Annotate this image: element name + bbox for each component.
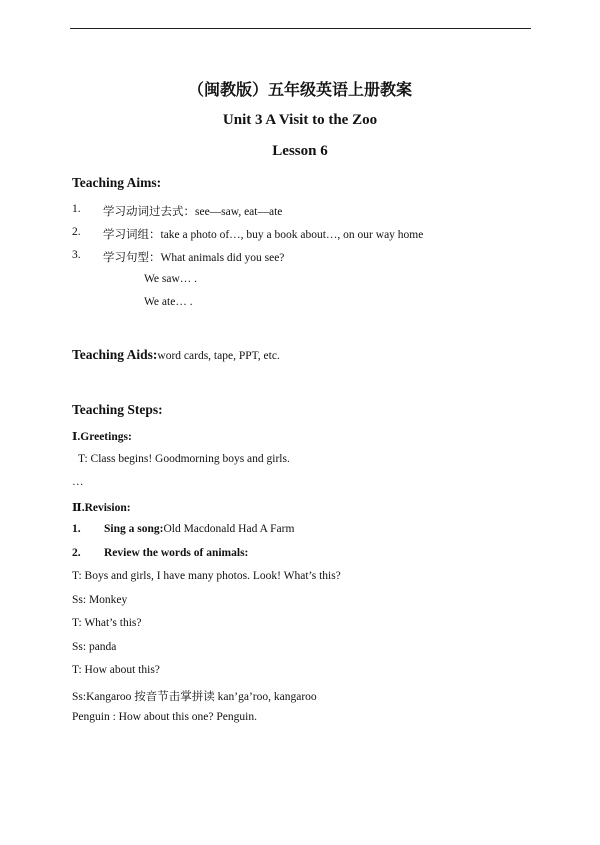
- dialogue-line: Ss:Kangaroo 按音节击掌拼读 kan’ga’roo, kangaroo: [72, 691, 317, 703]
- revision-number: 1.: [72, 523, 81, 535]
- aim-item: 学习句型：What animals did you see?: [103, 252, 285, 264]
- revision-item-song: [104, 523, 294, 535]
- aids-line: [72, 346, 280, 364]
- ellipsis: …: [72, 476, 84, 488]
- sentence-pattern: We ate… .: [144, 296, 193, 308]
- document-title: （闽教版）五年级英语上册教案: [187, 82, 412, 99]
- unit-title: Unit 3 A Visit to the Zoo: [222, 112, 378, 128]
- dialogue-line: Penguin : How about this one? Penguin.: [72, 711, 257, 723]
- lesson-title: Lesson 6: [272, 143, 328, 159]
- aim-item: 学习词组：take a photo of…, buy a book about…, on our way home: [103, 229, 424, 241]
- revision-heading: Ⅱ.Revision:: [72, 502, 131, 514]
- top-rule: [70, 28, 531, 29]
- dialogue-line: Ss: Monkey: [72, 594, 128, 606]
- dialogue-line: Ss: panda: [72, 641, 117, 653]
- aim-number: 1.: [72, 203, 81, 215]
- steps-heading: Teaching Steps:: [72, 402, 163, 417]
- dialogue-line: T: What’s this?: [72, 617, 142, 629]
- aids-text: word cards, tape, PPT, etc.: [157, 350, 280, 362]
- song-label: Sing a song:: [104, 523, 164, 535]
- sentence-pattern: We saw… .: [144, 273, 198, 285]
- greetings-heading: Ⅰ.Greetings:: [72, 431, 132, 443]
- aids-heading: Teaching Aids:: [72, 347, 158, 362]
- aims-heading: Teaching Aims:: [72, 175, 162, 190]
- aim-item: 学习动词过去式：see—saw, eat—ate: [103, 206, 283, 218]
- revision-number: 2.: [72, 547, 81, 559]
- dialogue-line: T: How about this?: [72, 664, 160, 676]
- aim-number: 2.: [72, 226, 81, 238]
- dialogue-line: T: Boys and girls, I have many photos. Look! What’s this?: [72, 570, 341, 582]
- revision-item-words: Review the words of animals:: [104, 547, 249, 559]
- greeting-line: T: Class begins! Goodmorning boys and girls.: [78, 453, 290, 465]
- song-name: Old Macdonald Had A Farm: [163, 523, 295, 535]
- aim-number: 3.: [72, 249, 81, 261]
